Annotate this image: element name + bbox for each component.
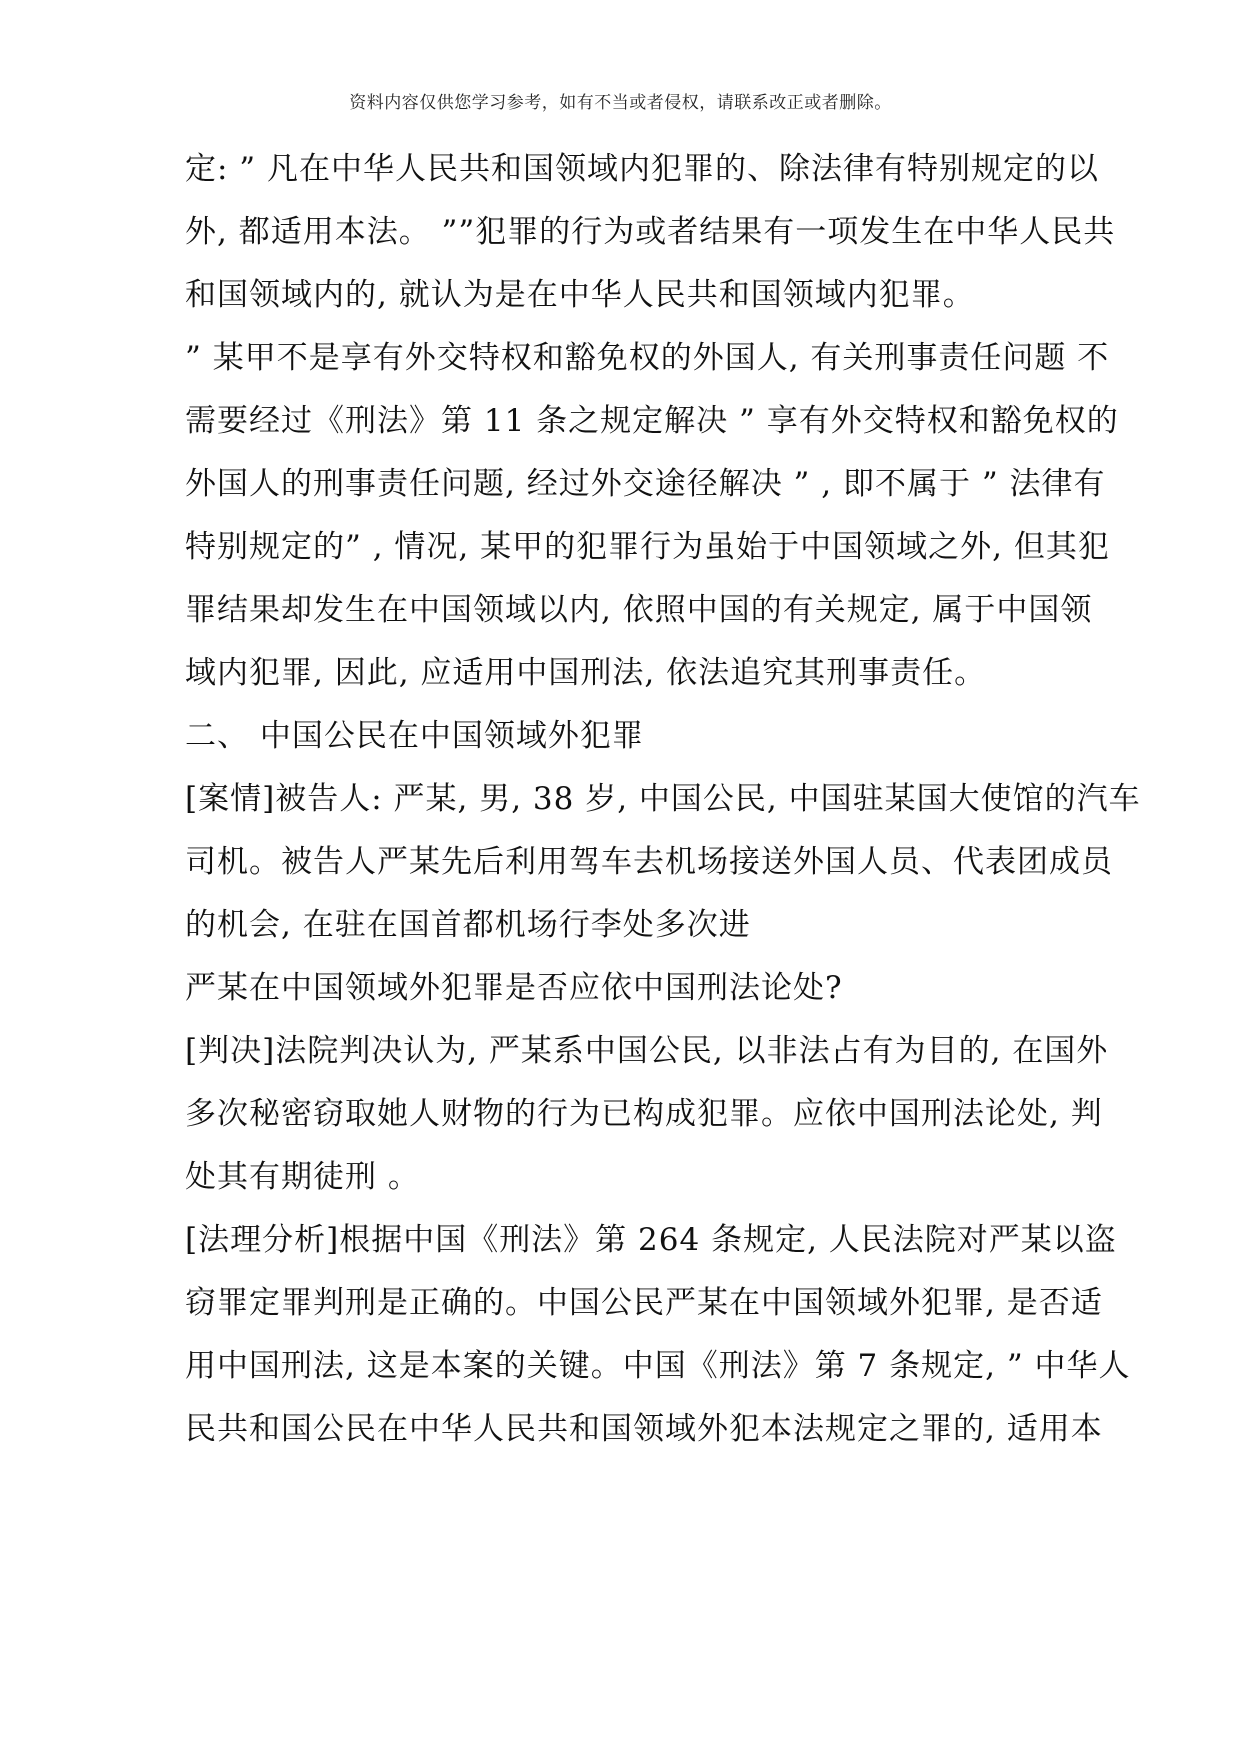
body-line: 定: ” 凡在中华人民共和国领域内犯罪的、除法律有特别规定的以 [185, 151, 1099, 187]
body-line: 和国领域内的, 就认为是在中华人民共和国领域内犯罪。 [185, 277, 975, 313]
body-line: [案情]被告人: 严某, 男, 38 岁, 中国公民, 中国驻某国大使馆的汽车 [185, 781, 1141, 817]
section-heading: 二、 中国公民在中国领域外犯罪 [185, 718, 644, 754]
body-line: 窃罪定罪判刑是正确的。中国公民严某在中国领域外犯罪, 是否适 [185, 1285, 1103, 1321]
body-line: 多次秘密窃取她人财物的行为已构成犯罪。应依中国刑法论处, 判 [185, 1096, 1103, 1132]
body-line: 特别规定的” , 情况, 某甲的犯罪行为虽始于中国领域之外, 但其犯 [185, 529, 1110, 565]
body-line: 用中国刑法, 这是本案的关键。中国《刑法》第 7 条规定, ” 中华人 [185, 1348, 1131, 1384]
body-line: 域内犯罪, 因此, 应适用中国刑法, 依法追究其刑事责任。 [185, 655, 987, 691]
body-line: 司机。被告人严某先后利用驾车去机场接送外国人员、代表团成员 [185, 844, 1113, 880]
body-line: 外, 都适用本法。 ””犯罪的行为或者结果有一项发生在中华人民共 [185, 214, 1116, 250]
body-line: 处其有期徒刑 。 [185, 1159, 420, 1195]
question-line: 严某在中国领域外犯罪是否应依中国刑法论处? [185, 970, 843, 1006]
body-line: 外国人的刑事责任问题, 经过外交途径解决 ” , 即不属于 ” 法律有 [185, 466, 1106, 502]
body-line: 民共和国公民在中华人民共和国领域外犯本法规定之罪的, 适用本 [185, 1411, 1103, 1447]
body-line: ” 某甲不是享有外交特权和豁免权的外国人, 有关刑事责任问题 不 [185, 340, 1110, 376]
body-line: [判决]法院判决认为, 严某系中国公民, 以非法占有为目的, 在国外 [185, 1033, 1109, 1069]
disclaimer-header: 资料内容仅供您学习参考，如有不当或者侵权，请联系改正或者删除。 [349, 93, 892, 113]
body-line: 需要经过《刑法》第 11 条之规定解决 ” 享有外交特权和豁免权的 [185, 403, 1119, 439]
body-line: 的机会, 在驻在国首都机场行李处多次进 [185, 907, 751, 943]
body-line: [法理分析]根据中国《刑法》第 264 条规定, 人民法院对严某以盗 [185, 1222, 1117, 1258]
body-line: 罪结果却发生在中国领域以内, 依照中国的有关规定, 属于中国领 [185, 592, 1093, 628]
